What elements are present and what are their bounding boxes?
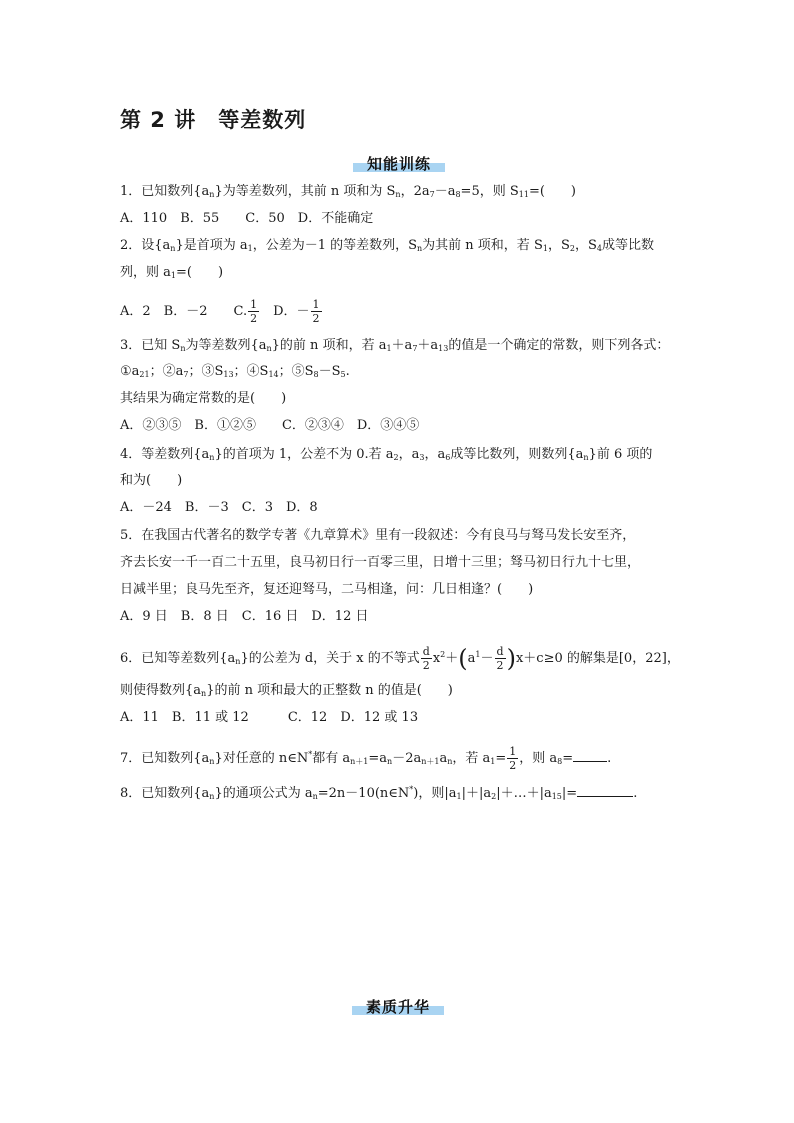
fraction: $\frac{d}{2}$	[496, 645, 504, 672]
question-4-stem-cont: 和为( )	[120, 473, 183, 488]
question-6-options: A．11 B．11 或 12 C．12 D．12 或 13	[120, 710, 419, 725]
fraction: $\frac{1}{2}$	[312, 298, 320, 325]
question-2-options: A．2 B．－2 C. $\frac{1}{2}$ D．－ $\frac{1}{2}$	[120, 298, 320, 325]
question-2-stem-cont: 列，则 $a_1=$( )	[120, 265, 224, 280]
question-1-stem: 1．已知数列$\{a_n\}$为等差数列，其前 n 项和为 $S_n$，$2a_7-a_8=5$，则 $S_{11}=$( )	[120, 184, 576, 199]
question-3-stem: 3．已知 $S_n$为等差数列$\{a_n\}$的前 n 项和，若 $a_1+a_7+a_{13}$的值是一个确定的常数，则下列各式：	[120, 338, 670, 353]
question-5-stem-1: 5．在我国古代著名的数学专著《九章算术》里有一段叙述：今有良马与驽马发长安至齐，	[120, 528, 636, 543]
question-5-stem-3: 日减半里；良马先至齐，复还迎驽马，二马相逢，问：几日相逢？( )	[120, 582, 534, 597]
answer-blank[interactable]	[577, 784, 633, 797]
fraction: $\frac{1}{2}$	[509, 745, 517, 772]
question-3-options: A．②③⑤ B．①②⑤ C．②③④ D．③④⑤	[120, 418, 420, 433]
fraction: $\frac{1}{2}$	[250, 298, 258, 325]
question-6-stem-cont: 则使得数列$\{a_n\}$的前 n 项和最大的正整数 n 的值是( )	[120, 683, 453, 698]
question-3-stem-cont: 其结果为确定常数的是( )	[120, 391, 287, 406]
question-5-options: A．9 日 B．8 日 C．16 日 D．12 日	[120, 609, 369, 624]
question-1-options: A．110 B．55 C．50 D．不能确定	[120, 211, 374, 226]
fraction: $\frac{d}{2}$	[422, 645, 430, 672]
question-4-stem: 4．等差数列$\{a_n\}$的首项为 1，公差不为 0.若 $a_2$，$a_3$，$a_6$成等比数列，则数列$\{a_n\}$前 6 项的	[120, 447, 653, 462]
question-3-items: $①a_{21}$；$②a_7$；$③S_{13}$；$④S_{14}$；$⑤S_8-S_5$.	[120, 364, 350, 379]
section-banner-training: 知能训练	[353, 152, 445, 174]
answer-blank[interactable]	[573, 749, 607, 762]
question-4-options: A．－24 B．－3 C．3 D．8	[120, 500, 318, 515]
question-8-stem: 8．已知数列$\{a_n\}$的通项公式为 $a_n=2n-10(n\in N^*)$，则$|a_1|+|a_2|+\dots+|a_{15}|=$ .	[120, 785, 638, 801]
page-title: 第 2 讲 等差数列	[120, 108, 307, 132]
question-7-stem: 7．已知数列$\{a_n\}$对任意的 n∈N*都有 $a_{n+1}=a_n-2a_{n+1}a_n$，若 $a_1=$ $\frac{1}{2}$ ，则 $a_8=$ .	[120, 745, 612, 772]
question-6-stem: 6．已知等差数列$\{a_n\}$的公差为 d，关于 x 的不等式 $\frac{d}{2}$ $x^2+(a^1-$ $\frac{d}{2}$ )x＋c≥0 的解集是[0，22]，	[120, 644, 680, 673]
question-2-stem: 2．设$\{a_n\}$是首项为 $a_1$，公差为－1 的等差数列，$S_n$为其前 n 项和，若 $S_1$，$S_2$，$S_4$成等比数	[120, 238, 654, 253]
section-banner-advanced: 素质升华	[352, 995, 444, 1017]
question-5-stem-2: 齐去长安一千一百二十五里，良马初日行一百零三里，日增十三里；驽马初日行九十七里，	[120, 555, 641, 570]
